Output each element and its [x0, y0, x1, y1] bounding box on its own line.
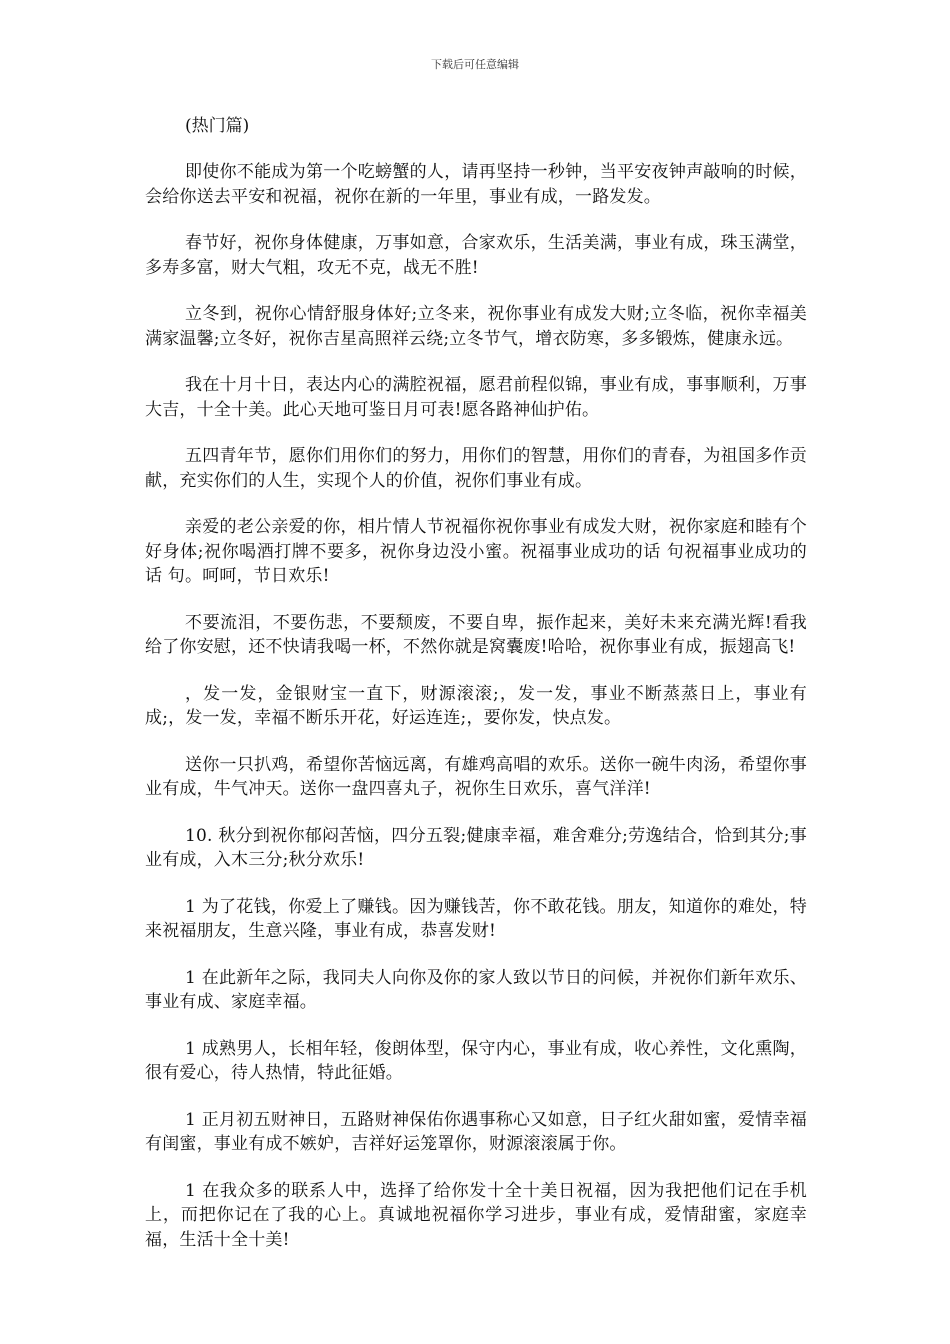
- paragraph: 1 在我众多的联系人中，选择了给你发十全十美日祝福，因为我把他们记在手机上，而把你记在了我的心上。真诚地祝福你学习进步，事业有成，爱情甜蜜，家庭幸福，生活十全十美!: [145, 1180, 807, 1250]
- paragraph: 不要流泪，不要伤悲，不要颓废，不要自卑，振作起来，美好未来充满光辉!看我给了你安慰，还不快请我喝一杯，不然你就是窝囊废!哈哈，祝你事业有成，振翅高飞!: [145, 612, 807, 657]
- paragraph: 送你一只扒鸡，希望你苦恼远离，有雄鸡高唱的欢乐。送你一碗牛肉汤，希望你事业有成，牛气冲天。送你一盘四喜丸子，祝你生日欢乐，喜气洋洋!: [145, 754, 807, 799]
- paragraph: ，发一发，金银财宝一直下，财源滚滚;，发一发，事业不断蒸蒸日上，事业有成;，发一发，幸福不断乐开花，好运连连;，要你发，快点发。: [145, 683, 807, 728]
- section-title: (热门篇): [185, 116, 250, 136]
- paragraph: 春节好，祝你身体健康，万事如意，合家欢乐，生活美满，事业有成，珠玉满堂，多寿多富，财大气粗，攻无不克，战无不胜!: [145, 233, 807, 278]
- paragraph: 1 为了花钱，你爱上了赚钱。因为赚钱苦，你不敢花钱。朋友，知道你的难处，特来祝福朋友，生意兴隆，事业有成，恭喜发财!: [145, 896, 807, 941]
- paragraph: 五四青年节，愿你们用你们的努力，用你们的智慧，用你们的青春，为祖国多作贡献，充实你们的人生，实现个人的价值，祝你们事业有成。: [145, 446, 807, 491]
- header-note: 下载后可任意编辑: [431, 58, 519, 71]
- paragraph: 1 成熟男人，长相年轻，俊朗体型，保守内心，事业有成，收心养性，文化熏陶，很有爱心，待人热情，特此征婚。: [145, 1038, 807, 1083]
- document-body: [145, 114, 807, 1274]
- paragraph: 10. 秋分到祝你郁闷苦恼，四分五裂;健康幸福，难舍难分;劳逸结合，恰到其分;事业有成，入木三分;秋分欢乐!: [145, 825, 807, 870]
- paragraph: 立冬到，祝你心情舒服身体好;立冬来，祝你事业有成发大财;立冬临，祝你幸福美满家温馨;立冬好，祝你吉星高照祥云绕;立冬节气，增衣防寒，多多锻炼，健康永远。: [145, 304, 807, 349]
- paragraph: 1 正月初五财神日，五路财神保佑你遇事称心又如意，日子红火甜如蜜，爱情幸福有闺蜜，事业有成不嫉妒，吉祥好运笼罩你，财源滚滚属于你。: [145, 1109, 807, 1154]
- paragraph: 即使你不能成为第一个吃螃蟹的人，请再坚持一秒钟，当平安夜钟声敲响的时候，会给你送去平安和祝福，祝你在新的一年里，事业有成，一路发发。: [145, 162, 807, 207]
- paragraph: 1 在此新年之际，我同夫人向你及你的家人致以节日的问候，并祝你们新年欢乐、事业有成、家庭幸福。: [145, 967, 807, 1012]
- paragraph: 我在十月十日，表达内心的满腔祝福，愿君前程似锦，事业有成，事事顺利，万事大吉，十全十美。此心天地可鉴日月可表!愿各路神仙护佑。: [145, 375, 807, 420]
- paragraph: 亲爱的老公亲爱的你，相片情人节祝福你祝你事业有成发大财，祝你家庭和睦有个好身体;祝你喝酒打牌不要多，祝你身边没小蜜。祝福事业成功的话 句祝福事业成功的话 句。呵呵，节日欢乐!: [145, 517, 807, 586]
